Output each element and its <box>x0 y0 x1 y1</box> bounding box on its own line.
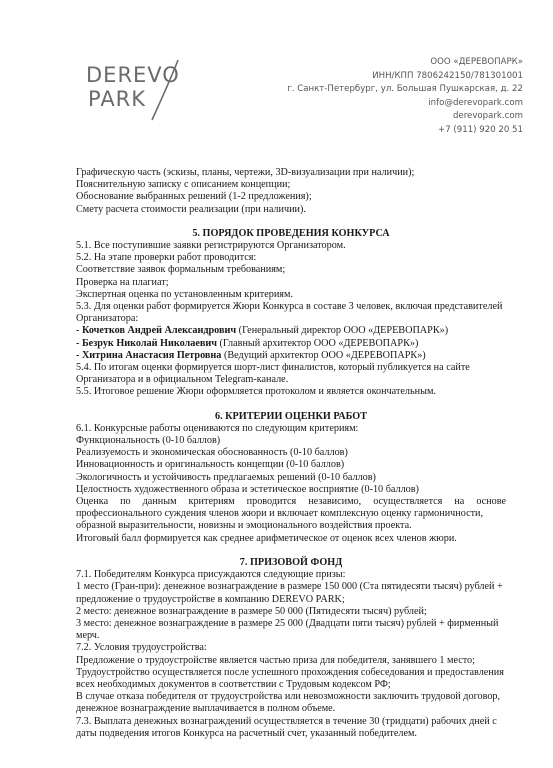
justified-text: Оценка по данным критериям проводится независимо, осуществляется на основе <box>76 496 506 508</box>
intro-line: Пояснительную записку с описанием концепции; <box>76 179 291 191</box>
paragraph-line: 7.3. Выплата денежных вознаграждений осуществляется в течение 30 (тридцати) рабочих дней с <box>76 715 497 727</box>
paragraph-line: мерч. <box>76 630 100 642</box>
paragraph-line: Экспертная оценка по установленным критериям. <box>76 288 293 300</box>
logo-text-line1: DEREVO <box>86 63 180 87</box>
jury-member-name: - Безрук Николай Николаевич <box>76 337 217 349</box>
logo-slash-mark <box>144 58 184 122</box>
section-5-title: 5. ПОРЯДОК ПРОВЕДЕНИЯ КОНКУРСА <box>192 227 390 239</box>
intro-line: Графическую часть (эскизы, планы, чертежи, 3D-визуализации при наличии); <box>76 167 415 178</box>
paragraph-line: Проверка на плагиат; <box>76 276 169 288</box>
jury-member-role: (Ведущий архитектор ООО «ДЕРЕВОПАРК») <box>221 349 426 361</box>
jury-member <box>76 338 506 350</box>
paragraph-line: 5.5. Итоговое решение Жюри оформляется протоколом и является окончательным. <box>76 386 436 398</box>
paragraph-line: 1 место (Гран-при): денежное вознаграждение в размере 150 000 (Ста пятидесяти тысяч) рублей + <box>76 581 503 593</box>
company-phone: +7 (911) 920 20 51 <box>438 124 523 135</box>
paragraph-line: Организатора и в официальном Telegram-канале. <box>76 374 289 386</box>
paragraph-line: В случае отказа победителя от трудоустройства или невозможности заключить трудовой договор, <box>76 691 501 703</box>
company-email: info@derevopark.com <box>428 97 523 108</box>
criterion-item: Целостность художественного образа и эстетическое восприятие (0-10 баллов) <box>76 483 419 495</box>
criterion-item: Инновационность и оригинальность концепции (0-10 баллов) <box>76 459 345 471</box>
intro-line: Обоснование выбранных решений (1-2 предложения); <box>76 191 312 203</box>
paragraph-line: 6.1. Конкурсные работы оцениваются по следующим критериям: <box>76 422 359 434</box>
paragraph-line: профессионального суждения членов жюри и включает комплексную оценку гармоничности, <box>76 508 484 520</box>
paragraph-line: Предложение о трудоустройстве является частью приза для победителя, занявшего 1 место; <box>76 654 475 666</box>
company-address: г. Санкт-Петербург, ул. Большая Пушкарская, д. 22 <box>287 84 523 95</box>
paragraph-line: 7.1. Победителям Конкурса присуждаются следующие призы: <box>76 569 346 581</box>
company-name: ООО «ДЕРЕВОПАРК» <box>430 57 523 67</box>
company-logo <box>86 58 186 118</box>
paragraph-line: 5.1. Все поступившие заявки регистрируются Организатором. <box>76 240 346 252</box>
jury-member-role: (Главный архитектор ООО «ДЕРЕВОПАРК») <box>216 337 419 349</box>
jury-member-name: - Кочетков Андрей Александрович <box>76 325 237 337</box>
logo-text-line2: PARK <box>88 87 147 111</box>
company-site: derevopark.com <box>452 111 523 122</box>
criterion-item: Функциональность (0-10 баллов) <box>76 435 221 447</box>
jury-member-role: (Генеральный директор ООО «ДЕРЕВОПАРК») <box>236 325 449 337</box>
paragraph-line: денежное вознаграждение выплачивается в полном объеме. <box>76 703 336 715</box>
company-info <box>263 56 523 138</box>
jury-member-name: - Хитрина Анастасия Петровна <box>76 349 222 361</box>
criterion-item: Экологичность и устойчивость предлагаемых решений (0-10 баллов) <box>76 471 376 483</box>
paragraph-line: Организатора: <box>76 313 139 325</box>
paragraph-line: даты подведения итогов Конкурса на расчетный счет, указанный победителем. <box>76 727 417 739</box>
paragraph-line: всех необходимых документов в соответствии с Трудовым кодексом РФ; <box>76 678 391 690</box>
paragraph-line: предложение о трудоустройстве в компанию DEREVO PARK; <box>76 593 345 605</box>
paragraph-line: 5.2. На этапе проверки работ проводится: <box>76 252 257 264</box>
company-inn: ИНН/КПП 7806242150/781301001 <box>372 70 523 81</box>
paragraph-line <box>76 496 506 508</box>
paragraph-line: 5.3. Для оценки работ формируется Жюри Конкурса в составе 3 человек, включая представителей <box>76 301 503 313</box>
intro-line: Смету расчета стоимости реализации (при наличии). <box>76 203 306 215</box>
document-body <box>76 167 506 740</box>
jury-member <box>76 350 506 362</box>
jury-member <box>76 325 506 337</box>
paragraph-line: Трудоустройство осуществляется после успешного прохождения собеседования и предоставления <box>76 666 504 678</box>
paragraph-line: Соответствие заявок формальным требованиям; <box>76 264 286 276</box>
section-7-title: 7. ПРИЗОВОЙ ФОНД <box>239 556 343 568</box>
paragraph-line: 5.4. По итогам оценки формируется шорт-лист финалистов, который публикуется на сайте <box>76 362 470 374</box>
paragraph-line: 3 место: денежное вознаграждение в размере 25 000 (Двадцати пяти тысяч) рублей + фирменный <box>76 617 499 629</box>
paragraph-line: 2 место: денежное вознаграждение в размере 50 000 (Пятидесяти тысяч) рублей; <box>76 605 427 617</box>
paragraph-line: образной выразительности, новизны и эмоционального воздействия проекта. <box>76 520 412 532</box>
paragraph-line: 7.2. Условия трудоустройства: <box>76 642 207 654</box>
criterion-item: Реализуемость и экономическая обоснованность (0-10 баллов) <box>76 447 348 459</box>
section-6-title: 6. КРИТЕРИИ ОЦЕНКИ РАБОТ <box>214 410 367 422</box>
paragraph-line: Итоговый балл формируется как среднее арифметическое от оценок всех членов жюри. <box>76 532 457 544</box>
